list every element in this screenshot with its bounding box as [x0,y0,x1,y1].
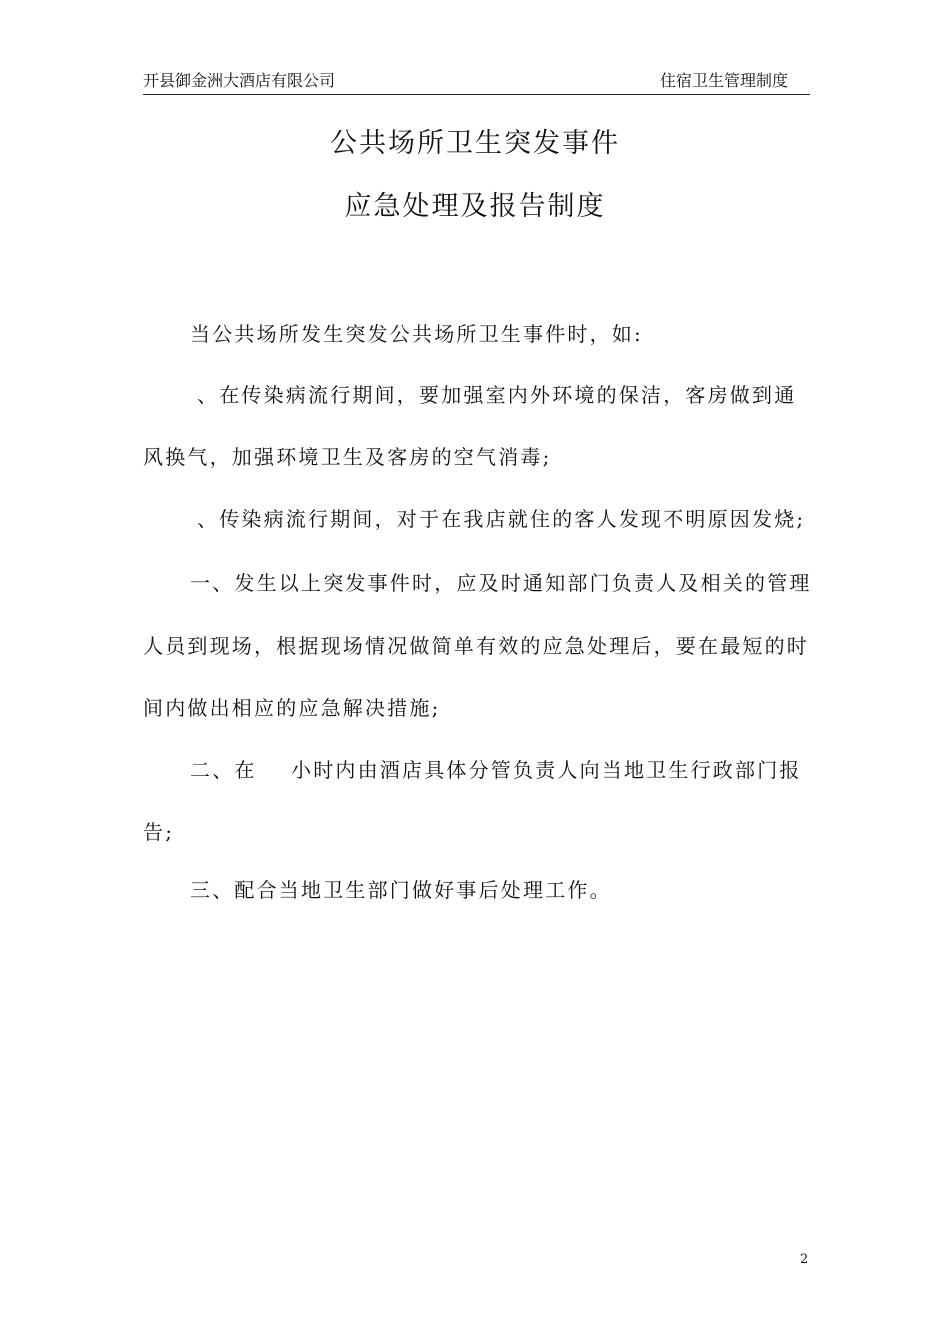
page-number: 2 [800,1252,809,1267]
step-1-line-1: 一、发生以上突发事件时，应及时通知部门负责人及相关的管理 [190,571,812,595]
page-header [143,66,810,95]
step-2-line-2: 告; [143,820,175,844]
company-name: 开县御金洲大酒店有限公司 [143,71,336,90]
step-3-paragraph: 三、配合当地卫生部门做好事后处理工作。 [190,878,612,902]
document-title-line-1: 公共场所卫生突发事件 [330,128,620,159]
item-1-line-2: 风换气，加强环境卫生及客房的空气消毒; [143,445,552,469]
step-2-line-1-start: 二、在 [190,758,257,782]
step-1-line-2: 人员到现场，根据现场情况做简单有效的应急处理后，要在最短的时 [143,634,809,658]
item-1-line-1: 、在传染病流行期间，要加强室内外环境的保洁，客房做到通 [197,383,797,407]
document-category: 住宿卫生管理制度 [659,71,788,90]
step-2-line-1-end: 小时内由酒店具体分管负责人向当地卫生行政部门报 [291,758,802,782]
item-2-paragraph: 、传染病流行期间，对于在我店就住的客人发现不明原因发烧; [197,507,806,531]
step-1-line-3: 间内做出相应的应急解决措施; [143,696,441,720]
intro-paragraph: 当公共场所发生突发公共场所卫生事件时，如: [190,322,643,346]
document-title-line-2: 应急处理及报告制度 [344,191,606,222]
